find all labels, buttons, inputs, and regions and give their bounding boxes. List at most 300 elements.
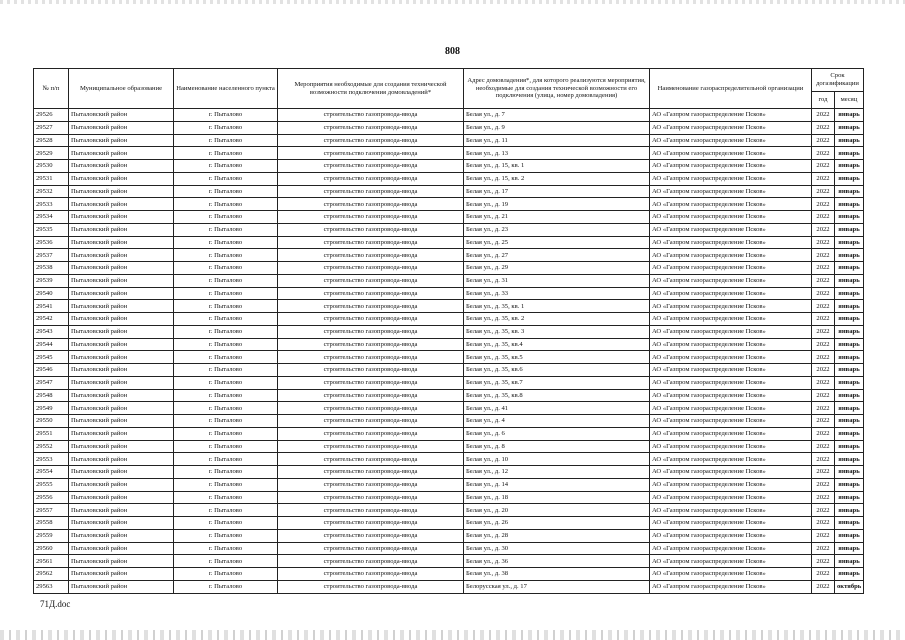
table-row [34, 415, 864, 428]
cell-address: Белая ул., д. 28 [464, 529, 650, 542]
cell-activity: строительство газопровода-ввода [278, 568, 464, 581]
cell-month: январь [835, 376, 864, 389]
cell-municipality: Пыталовский район [69, 491, 174, 504]
cell-address: Белая ул., д. 6 [464, 427, 650, 440]
cell-municipality: Пыталовский район [69, 313, 174, 326]
cell-municipality: Пыталовский район [69, 504, 174, 517]
cell-locality: г. Пыталово [174, 542, 278, 555]
cell-municipality: Пыталовский район [69, 172, 174, 185]
cell-address: Белая ул., д. 23 [464, 223, 650, 236]
cell-locality: г. Пыталово [174, 555, 278, 568]
cell-municipality: Пыталовский район [69, 236, 174, 249]
cell-municipality: Пыталовский район [69, 453, 174, 466]
cell-year: 2022 [812, 172, 835, 185]
cell-month: январь [835, 517, 864, 530]
cell-address: Белая ул., д. 26 [464, 517, 650, 530]
cell-activity: строительство газопровода-ввода [278, 313, 464, 326]
cell-activity: строительство газопровода-ввода [278, 134, 464, 147]
cell-activity: строительство газопровода-ввода [278, 364, 464, 377]
cell-locality: г. Пыталово [174, 529, 278, 542]
cell-activity: строительство газопровода-ввода [278, 274, 464, 287]
cell-organization: АО «Газпром газораспределение Псков» [650, 364, 812, 377]
cell-num: 29550 [34, 415, 69, 428]
cell-municipality: Пыталовский район [69, 338, 174, 351]
cell-num: 29560 [34, 542, 69, 555]
cell-activity: строительство газопровода-ввода [278, 262, 464, 275]
cell-year: 2022 [812, 402, 835, 415]
cell-year: 2022 [812, 351, 835, 364]
cell-locality: г. Пыталово [174, 160, 278, 173]
cell-locality: г. Пыталово [174, 351, 278, 364]
cell-month: январь [835, 351, 864, 364]
cell-month: октябрь [835, 580, 864, 593]
cell-municipality: Пыталовский район [69, 542, 174, 555]
cell-address: Белая ул., д. 35, кв.8 [464, 389, 650, 402]
cell-organization: АО «Газпром газораспределение Псков» [650, 249, 812, 262]
header-locality: Наименование населенного пункта [174, 69, 278, 109]
cell-year: 2022 [812, 121, 835, 134]
cell-locality: г. Пыталово [174, 338, 278, 351]
cell-month: январь [835, 389, 864, 402]
cell-month: январь [835, 402, 864, 415]
cell-num: 29556 [34, 491, 69, 504]
cell-address: Белорусская ул., д. 17 [464, 580, 650, 593]
cell-activity: строительство газопровода-ввода [278, 478, 464, 491]
cell-year: 2022 [812, 517, 835, 530]
cell-municipality: Пыталовский район [69, 351, 174, 364]
cell-activity: строительство газопровода-ввода [278, 351, 464, 364]
cell-municipality: Пыталовский район [69, 580, 174, 593]
cell-municipality: Пыталовский район [69, 427, 174, 440]
cell-activity: строительство газопровода-ввода [278, 185, 464, 198]
cell-month: январь [835, 364, 864, 377]
table-row [34, 491, 864, 504]
cell-month: январь [835, 109, 864, 122]
cell-month: январь [835, 325, 864, 338]
cell-num: 29548 [34, 389, 69, 402]
table-header-row [34, 69, 864, 92]
table-row [34, 580, 864, 593]
cell-organization: АО «Газпром газораспределение Псков» [650, 121, 812, 134]
table-row [34, 121, 864, 134]
cell-month: январь [835, 300, 864, 313]
cell-address: Белая ул., д. 31 [464, 274, 650, 287]
cell-activity: строительство газопровода-ввода [278, 121, 464, 134]
cell-organization: АО «Газпром газораспределение Псков» [650, 198, 812, 211]
cell-year: 2022 [812, 376, 835, 389]
cell-municipality: Пыталовский район [69, 287, 174, 300]
cell-month: январь [835, 415, 864, 428]
table-row [34, 568, 864, 581]
cell-locality: г. Пыталово [174, 402, 278, 415]
cell-locality: г. Пыталово [174, 109, 278, 122]
table-row [34, 109, 864, 122]
cell-municipality: Пыталовский район [69, 185, 174, 198]
cell-address: Белая ул., д. 18 [464, 491, 650, 504]
cell-organization: АО «Газпром газораспределение Псков» [650, 236, 812, 249]
cell-locality: г. Пыталово [174, 580, 278, 593]
table-row [34, 376, 864, 389]
cell-year: 2022 [812, 185, 835, 198]
cell-year: 2022 [812, 198, 835, 211]
cell-address: Белая ул., д. 25 [464, 236, 650, 249]
cell-address: Белая ул., д. 11 [464, 134, 650, 147]
table-row [34, 402, 864, 415]
cell-year: 2022 [812, 466, 835, 479]
cell-activity: строительство газопровода-ввода [278, 300, 464, 313]
cell-organization: АО «Газпром газораспределение Псков» [650, 504, 812, 517]
cell-num: 29563 [34, 580, 69, 593]
cell-address: Белая ул., д. 35, кв. 2 [464, 313, 650, 326]
cell-municipality: Пыталовский район [69, 274, 174, 287]
cell-month: январь [835, 147, 864, 160]
cell-year: 2022 [812, 338, 835, 351]
table-row [34, 236, 864, 249]
cell-address: Белая ул., д. 30 [464, 542, 650, 555]
cell-locality: г. Пыталово [174, 466, 278, 479]
cell-municipality: Пыталовский район [69, 517, 174, 530]
cell-address: Белая ул., д. 9 [464, 121, 650, 134]
cell-address: Белая ул., д. 35, кв. 1 [464, 300, 650, 313]
cell-num: 29558 [34, 517, 69, 530]
cell-locality: г. Пыталово [174, 364, 278, 377]
cell-num: 29527 [34, 121, 69, 134]
cell-activity: строительство газопровода-ввода [278, 236, 464, 249]
table-row [34, 453, 864, 466]
cell-activity: строительство газопровода-ввода [278, 223, 464, 236]
cell-month: январь [835, 491, 864, 504]
cell-address: Белая ул., д. 35, кв.4 [464, 338, 650, 351]
cell-year: 2022 [812, 389, 835, 402]
cell-month: январь [835, 223, 864, 236]
cell-locality: г. Пыталово [174, 427, 278, 440]
cell-address: Белая ул., д. 13 [464, 147, 650, 160]
table-row [34, 160, 864, 173]
cell-activity: строительство газопровода-ввода [278, 249, 464, 262]
cell-activity: строительство газопровода-ввода [278, 491, 464, 504]
cell-activity: строительство газопровода-ввода [278, 504, 464, 517]
cell-num: 29543 [34, 325, 69, 338]
cell-activity: строительство газопровода-ввода [278, 427, 464, 440]
cell-organization: АО «Газпром газораспределение Псков» [650, 274, 812, 287]
cell-month: январь [835, 338, 864, 351]
cell-municipality: Пыталовский район [69, 415, 174, 428]
cell-organization: АО «Газпром газораспределение Псков» [650, 517, 812, 530]
cell-year: 2022 [812, 147, 835, 160]
cell-activity: строительство газопровода-ввода [278, 325, 464, 338]
cell-organization: АО «Газпром газораспределение Псков» [650, 555, 812, 568]
cell-locality: г. Пыталово [174, 376, 278, 389]
table-row [34, 389, 864, 402]
cell-num: 29552 [34, 440, 69, 453]
cell-locality: г. Пыталово [174, 440, 278, 453]
cell-month: январь [835, 172, 864, 185]
cell-address: Белая ул., д. 35, кв.6 [464, 364, 650, 377]
cell-locality: г. Пыталово [174, 453, 278, 466]
cell-num: 29555 [34, 478, 69, 491]
table-row [34, 517, 864, 530]
cell-organization: АО «Газпром газораспределение Псков» [650, 415, 812, 428]
cell-num: 29553 [34, 453, 69, 466]
cell-locality: г. Пыталово [174, 415, 278, 428]
cell-organization: АО «Газпром газораспределение Псков» [650, 402, 812, 415]
cell-month: январь [835, 529, 864, 542]
cell-year: 2022 [812, 109, 835, 122]
cell-address: Белая ул., д. 33 [464, 287, 650, 300]
cell-month: январь [835, 121, 864, 134]
cell-organization: АО «Газпром газораспределение Псков» [650, 440, 812, 453]
cell-municipality: Пыталовский район [69, 376, 174, 389]
cell-num: 29534 [34, 211, 69, 224]
cell-organization: АО «Газпром газораспределение Псков» [650, 466, 812, 479]
cell-month: январь [835, 198, 864, 211]
cell-municipality: Пыталовский район [69, 249, 174, 262]
table-row [34, 466, 864, 479]
cell-address: Белая ул., д. 41 [464, 402, 650, 415]
cell-locality: г. Пыталово [174, 236, 278, 249]
cell-activity: строительство газопровода-ввода [278, 440, 464, 453]
cell-locality: г. Пыталово [174, 568, 278, 581]
cell-num: 29531 [34, 172, 69, 185]
cell-num: 29544 [34, 338, 69, 351]
header-num: № п/п [34, 69, 69, 109]
cell-locality: г. Пыталово [174, 198, 278, 211]
header-activity: Мероприятия необходимые для создания технической возможности подключения домовладений* [278, 69, 464, 109]
cell-municipality: Пыталовский район [69, 121, 174, 134]
cell-locality: г. Пыталово [174, 287, 278, 300]
cell-num: 29551 [34, 427, 69, 440]
cell-municipality: Пыталовский район [69, 568, 174, 581]
cell-organization: АО «Газпром газораспределение Псков» [650, 338, 812, 351]
cell-organization: АО «Газпром газораспределение Псков» [650, 313, 812, 326]
cell-year: 2022 [812, 211, 835, 224]
cell-address: Белая ул., д. 17 [464, 185, 650, 198]
cell-activity: строительство газопровода-ввода [278, 287, 464, 300]
cell-municipality: Пыталовский район [69, 147, 174, 160]
table-row [34, 223, 864, 236]
cell-organization: АО «Газпром газораспределение Псков» [650, 147, 812, 160]
cell-activity: строительство газопровода-ввода [278, 466, 464, 479]
table-row [34, 300, 864, 313]
cell-num: 29557 [34, 504, 69, 517]
cell-num: 29539 [34, 274, 69, 287]
cell-year: 2022 [812, 555, 835, 568]
cell-year: 2022 [812, 364, 835, 377]
table-row [34, 542, 864, 555]
cell-year: 2022 [812, 160, 835, 173]
cell-organization: АО «Газпром газораспределение Псков» [650, 568, 812, 581]
cell-municipality: Пыталовский район [69, 109, 174, 122]
cell-municipality: Пыталовский район [69, 262, 174, 275]
cell-address: Белая ул., д. 35, кв.7 [464, 376, 650, 389]
cell-month: январь [835, 185, 864, 198]
cell-locality: г. Пыталово [174, 274, 278, 287]
cell-year: 2022 [812, 223, 835, 236]
cell-year: 2022 [812, 249, 835, 262]
cell-organization: АО «Газпром газораспределение Псков» [650, 427, 812, 440]
cell-activity: строительство газопровода-ввода [278, 402, 464, 415]
table-row [34, 338, 864, 351]
cell-address: Белая ул., д. 10 [464, 453, 650, 466]
cell-year: 2022 [812, 134, 835, 147]
cell-municipality: Пыталовский район [69, 478, 174, 491]
gasification-table [33, 68, 864, 594]
cell-year: 2022 [812, 262, 835, 275]
cell-locality: г. Пыталово [174, 504, 278, 517]
cell-locality: г. Пыталово [174, 121, 278, 134]
cell-year: 2022 [812, 542, 835, 555]
cell-municipality: Пыталовский район [69, 402, 174, 415]
cell-year: 2022 [812, 236, 835, 249]
cell-num: 29532 [34, 185, 69, 198]
table-row [34, 198, 864, 211]
cell-municipality: Пыталовский район [69, 529, 174, 542]
cell-month: январь [835, 555, 864, 568]
cell-address: Белая ул., д. 35, кв. 3 [464, 325, 650, 338]
cell-num: 29537 [34, 249, 69, 262]
cell-month: январь [835, 160, 864, 173]
cell-month: январь [835, 262, 864, 275]
table-row [34, 287, 864, 300]
header-year: год [812, 92, 835, 109]
cell-activity: строительство газопровода-ввода [278, 517, 464, 530]
cell-num: 29547 [34, 376, 69, 389]
table-row [34, 529, 864, 542]
cell-organization: АО «Газпром газораспределение Псков» [650, 211, 812, 224]
cell-locality: г. Пыталово [174, 185, 278, 198]
cell-address: Белая ул., д. 14 [464, 478, 650, 491]
cell-organization: АО «Газпром газораспределение Псков» [650, 351, 812, 364]
table-row [34, 249, 864, 262]
cell-num: 29541 [34, 300, 69, 313]
cell-locality: г. Пыталово [174, 147, 278, 160]
cell-month: январь [835, 313, 864, 326]
cell-locality: г. Пыталово [174, 491, 278, 504]
cell-year: 2022 [812, 453, 835, 466]
footer-filename: 71Д.doc [40, 599, 71, 609]
cell-organization: АО «Газпром газораспределение Псков» [650, 542, 812, 555]
cell-municipality: Пыталовский район [69, 198, 174, 211]
header-term: Срок догазификации [812, 69, 864, 92]
cell-organization: АО «Газпром газораспределение Псков» [650, 134, 812, 147]
cell-activity: строительство газопровода-ввода [278, 555, 464, 568]
cell-num: 29554 [34, 466, 69, 479]
cell-num: 29533 [34, 198, 69, 211]
table-row [34, 504, 864, 517]
table-row [34, 134, 864, 147]
cell-municipality: Пыталовский район [69, 389, 174, 402]
table-body [34, 109, 864, 594]
cell-locality: г. Пыталово [174, 249, 278, 262]
cell-address: Белая ул., д. 20 [464, 504, 650, 517]
cell-organization: АО «Газпром газораспределение Псков» [650, 160, 812, 173]
cell-activity: строительство газопровода-ввода [278, 160, 464, 173]
cell-year: 2022 [812, 568, 835, 581]
cell-year: 2022 [812, 325, 835, 338]
cell-organization: АО «Газпром газораспределение Псков» [650, 109, 812, 122]
cell-municipality: Пыталовский район [69, 466, 174, 479]
cell-locality: г. Пыталово [174, 389, 278, 402]
cell-activity: строительство газопровода-ввода [278, 415, 464, 428]
cell-month: январь [835, 287, 864, 300]
table-row [34, 364, 864, 377]
table-row [34, 351, 864, 364]
cell-locality: г. Пыталово [174, 223, 278, 236]
cell-year: 2022 [812, 274, 835, 287]
cell-locality: г. Пыталово [174, 517, 278, 530]
cell-activity: строительство газопровода-ввода [278, 376, 464, 389]
cell-num: 29545 [34, 351, 69, 364]
cell-organization: АО «Газпром газораспределение Псков» [650, 389, 812, 402]
cell-municipality: Пыталовский район [69, 440, 174, 453]
cell-num: 29561 [34, 555, 69, 568]
cell-activity: строительство газопровода-ввода [278, 529, 464, 542]
cell-year: 2022 [812, 300, 835, 313]
cell-activity: строительство газопровода-ввода [278, 389, 464, 402]
cell-year: 2022 [812, 440, 835, 453]
cell-organization: АО «Газпром газораспределение Псков» [650, 453, 812, 466]
cell-year: 2022 [812, 580, 835, 593]
cell-month: январь [835, 453, 864, 466]
cell-num: 29542 [34, 313, 69, 326]
cell-organization: АО «Газпром газораспределение Псков» [650, 376, 812, 389]
cell-municipality: Пыталовский район [69, 555, 174, 568]
cell-year: 2022 [812, 313, 835, 326]
cell-organization: АО «Газпром газораспределение Псков» [650, 580, 812, 593]
cell-num: 29538 [34, 262, 69, 275]
cell-activity: строительство газопровода-ввода [278, 453, 464, 466]
cell-month: январь [835, 440, 864, 453]
cell-activity: строительство газопровода-ввода [278, 109, 464, 122]
cell-organization: АО «Газпром газораспределение Псков» [650, 172, 812, 185]
cell-municipality: Пыталовский район [69, 325, 174, 338]
cell-num: 29562 [34, 568, 69, 581]
header-address: Адрес домовладения*, для которого реализуются мероприятия, необходимые для создания технической возможности его подключения (улица, номер домовладения) [464, 69, 650, 109]
cell-address: Белая ул., д. 29 [464, 262, 650, 275]
cell-month: январь [835, 542, 864, 555]
cell-year: 2022 [812, 504, 835, 517]
header-month: месяц [835, 92, 864, 109]
cell-year: 2022 [812, 287, 835, 300]
cell-activity: строительство газопровода-ввода [278, 338, 464, 351]
cell-num: 29540 [34, 287, 69, 300]
header-municipality: Муниципальное образование [69, 69, 174, 109]
cell-year: 2022 [812, 478, 835, 491]
cell-activity: строительство газопровода-ввода [278, 211, 464, 224]
cell-month: январь [835, 211, 864, 224]
scan-edge-top [0, 0, 905, 4]
cell-month: январь [835, 134, 864, 147]
cell-address: Белая ул., д. 27 [464, 249, 650, 262]
cell-locality: г. Пыталово [174, 134, 278, 147]
table-row [34, 478, 864, 491]
table-row [34, 211, 864, 224]
header-organization: Наименование газораспределительной организации [650, 69, 812, 109]
cell-organization: АО «Газпром газораспределение Псков» [650, 185, 812, 198]
table-row [34, 440, 864, 453]
cell-num: 29528 [34, 134, 69, 147]
cell-month: январь [835, 236, 864, 249]
cell-activity: строительство газопровода-ввода [278, 580, 464, 593]
cell-year: 2022 [812, 529, 835, 542]
cell-municipality: Пыталовский район [69, 160, 174, 173]
cell-address: Белая ул., д. 35, кв.5 [464, 351, 650, 364]
cell-num: 29546 [34, 364, 69, 377]
cell-organization: АО «Газпром газораспределение Псков» [650, 325, 812, 338]
cell-num: 29530 [34, 160, 69, 173]
cell-num: 29526 [34, 109, 69, 122]
cell-activity: строительство газопровода-ввода [278, 542, 464, 555]
